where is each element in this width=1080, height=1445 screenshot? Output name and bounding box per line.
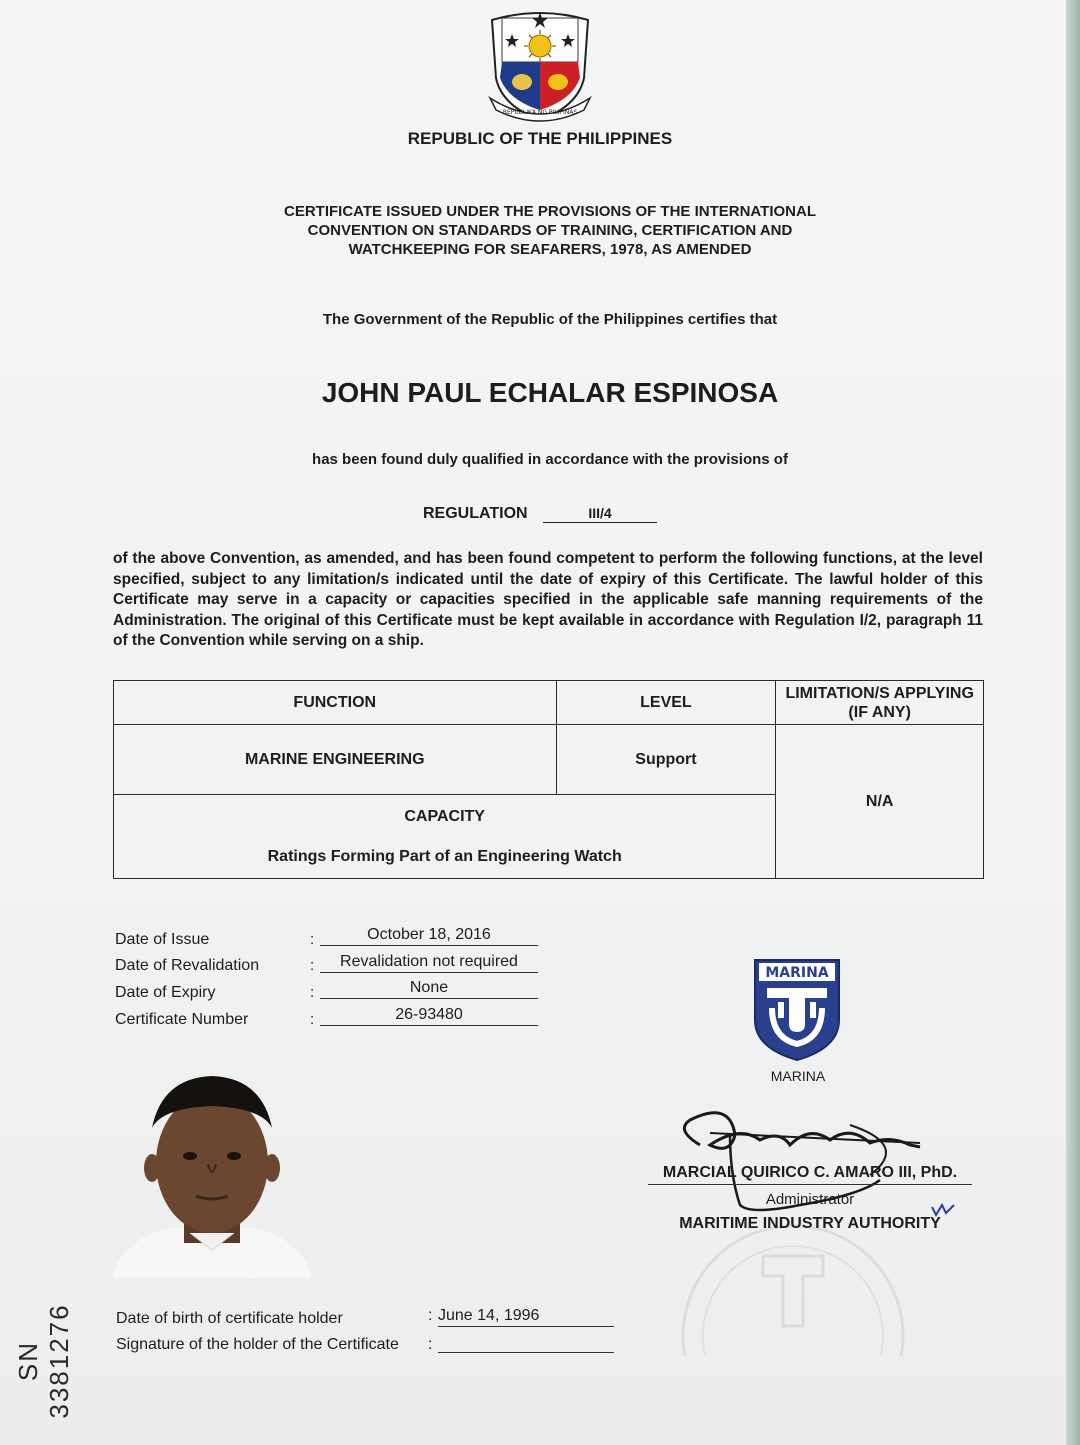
expiry-date-label: Date of Expiry	[115, 984, 216, 1001]
capacity-cell	[114, 795, 776, 879]
republic-heading: REPUBLIC OF THE PHILIPPINES	[407, 129, 673, 148]
dob-label: Date of birth of certificate holder	[116, 1310, 343, 1327]
capacity-value: Ratings Forming Part of an Engineering Watch	[267, 847, 622, 865]
certificate-number-value: 26-93480	[320, 1006, 538, 1026]
colon: :	[310, 1011, 315, 1028]
function-value: MARINE ENGINEERING	[114, 725, 557, 795]
svg-text:REPUBLIKA NG PILIPINAS: REPUBLIKA NG PILIPINAS	[502, 109, 578, 116]
issue-date-label: Date of Issue	[115, 931, 210, 948]
embossed-seal-icon	[668, 1216, 918, 1356]
limitation-value: N/A	[776, 725, 984, 879]
revalidation-date-value: Revalidation not required	[320, 953, 538, 973]
colon: :	[310, 957, 315, 974]
marina-logo-icon	[752, 958, 842, 1062]
convention-paragraph: of the above Convention, as amended, and has been found competent to perform the following functions, at the level specified, subject to any limitation/s indicated until the date of expiry of this Certificate. The lawful holder of this Certificate may serve in a capacity or capacities specified in the applicable safe manning requirements of the Administration. The original of this Certificate must be kept available in accordance with Regulation I/2, paragraph 11 of the Convention while serving on a ship.	[113, 550, 983, 649]
level-value: Support	[556, 725, 776, 795]
page-edge	[1066, 0, 1080, 1445]
expiry-date-value: None	[320, 979, 538, 999]
philippine-seal-icon	[484, 6, 596, 124]
administrator-name: MARCIAL QUIRICO C. AMARO III, PhD.	[662, 1164, 958, 1181]
certifies-statement: The Government of the Republic of the Philippines certifies that	[322, 311, 778, 328]
colon: :	[310, 984, 315, 1001]
issue-date-value: October 18, 2016	[320, 926, 538, 946]
certificate-title-line-1: CERTIFICATE ISSUED UNDER THE PROVISIONS OF THE INTERNATIONAL	[284, 203, 816, 220]
agency-name: MARITIME INDUSTRY AUTHORITY	[679, 1215, 941, 1232]
administrator-title: Administrator	[765, 1191, 855, 1208]
regulation-label: REGULATION	[423, 505, 528, 522]
signature-line	[648, 1184, 972, 1185]
certificate-title-line-2: CONVENTION ON STANDARDS OF TRAINING, CERTIFICATION AND	[307, 222, 793, 239]
serial-number: SN 3381276	[13, 1303, 74, 1419]
certificate-title-line-3: WATCHKEEPING FOR SEAFARERS, 1978, AS AMENDED	[348, 241, 752, 258]
qualified-statement: has been found duly qualified in accordance with the provisions of	[312, 451, 788, 468]
limitation-header: LIMITATION/S APPLYING (IF ANY)	[776, 681, 984, 725]
holder-name: JOHN PAUL ECHALAR ESPINOSA	[321, 377, 779, 408]
colon: :	[428, 1307, 433, 1324]
level-header: LEVEL	[556, 681, 776, 725]
capacity-header: CAPACITY	[404, 807, 485, 825]
certificate-number-label: Certificate Number	[115, 1011, 249, 1028]
colon: :	[428, 1336, 433, 1353]
svg-text:MARINA: MARINA	[765, 965, 829, 981]
colon: :	[310, 931, 315, 948]
function-table	[113, 680, 984, 879]
holder-signature-field	[438, 1334, 614, 1353]
dob-value: June 14, 1996	[438, 1307, 614, 1327]
holder-photo	[112, 1068, 312, 1278]
function-header: FUNCTION	[114, 681, 557, 725]
marina-label: MARINA	[770, 1068, 826, 1084]
regulation-value: III/4	[543, 505, 657, 523]
holder-signature-label: Signature of the holder of the Certificate	[116, 1336, 399, 1353]
revalidation-date-label: Date of Revalidation	[115, 957, 260, 974]
